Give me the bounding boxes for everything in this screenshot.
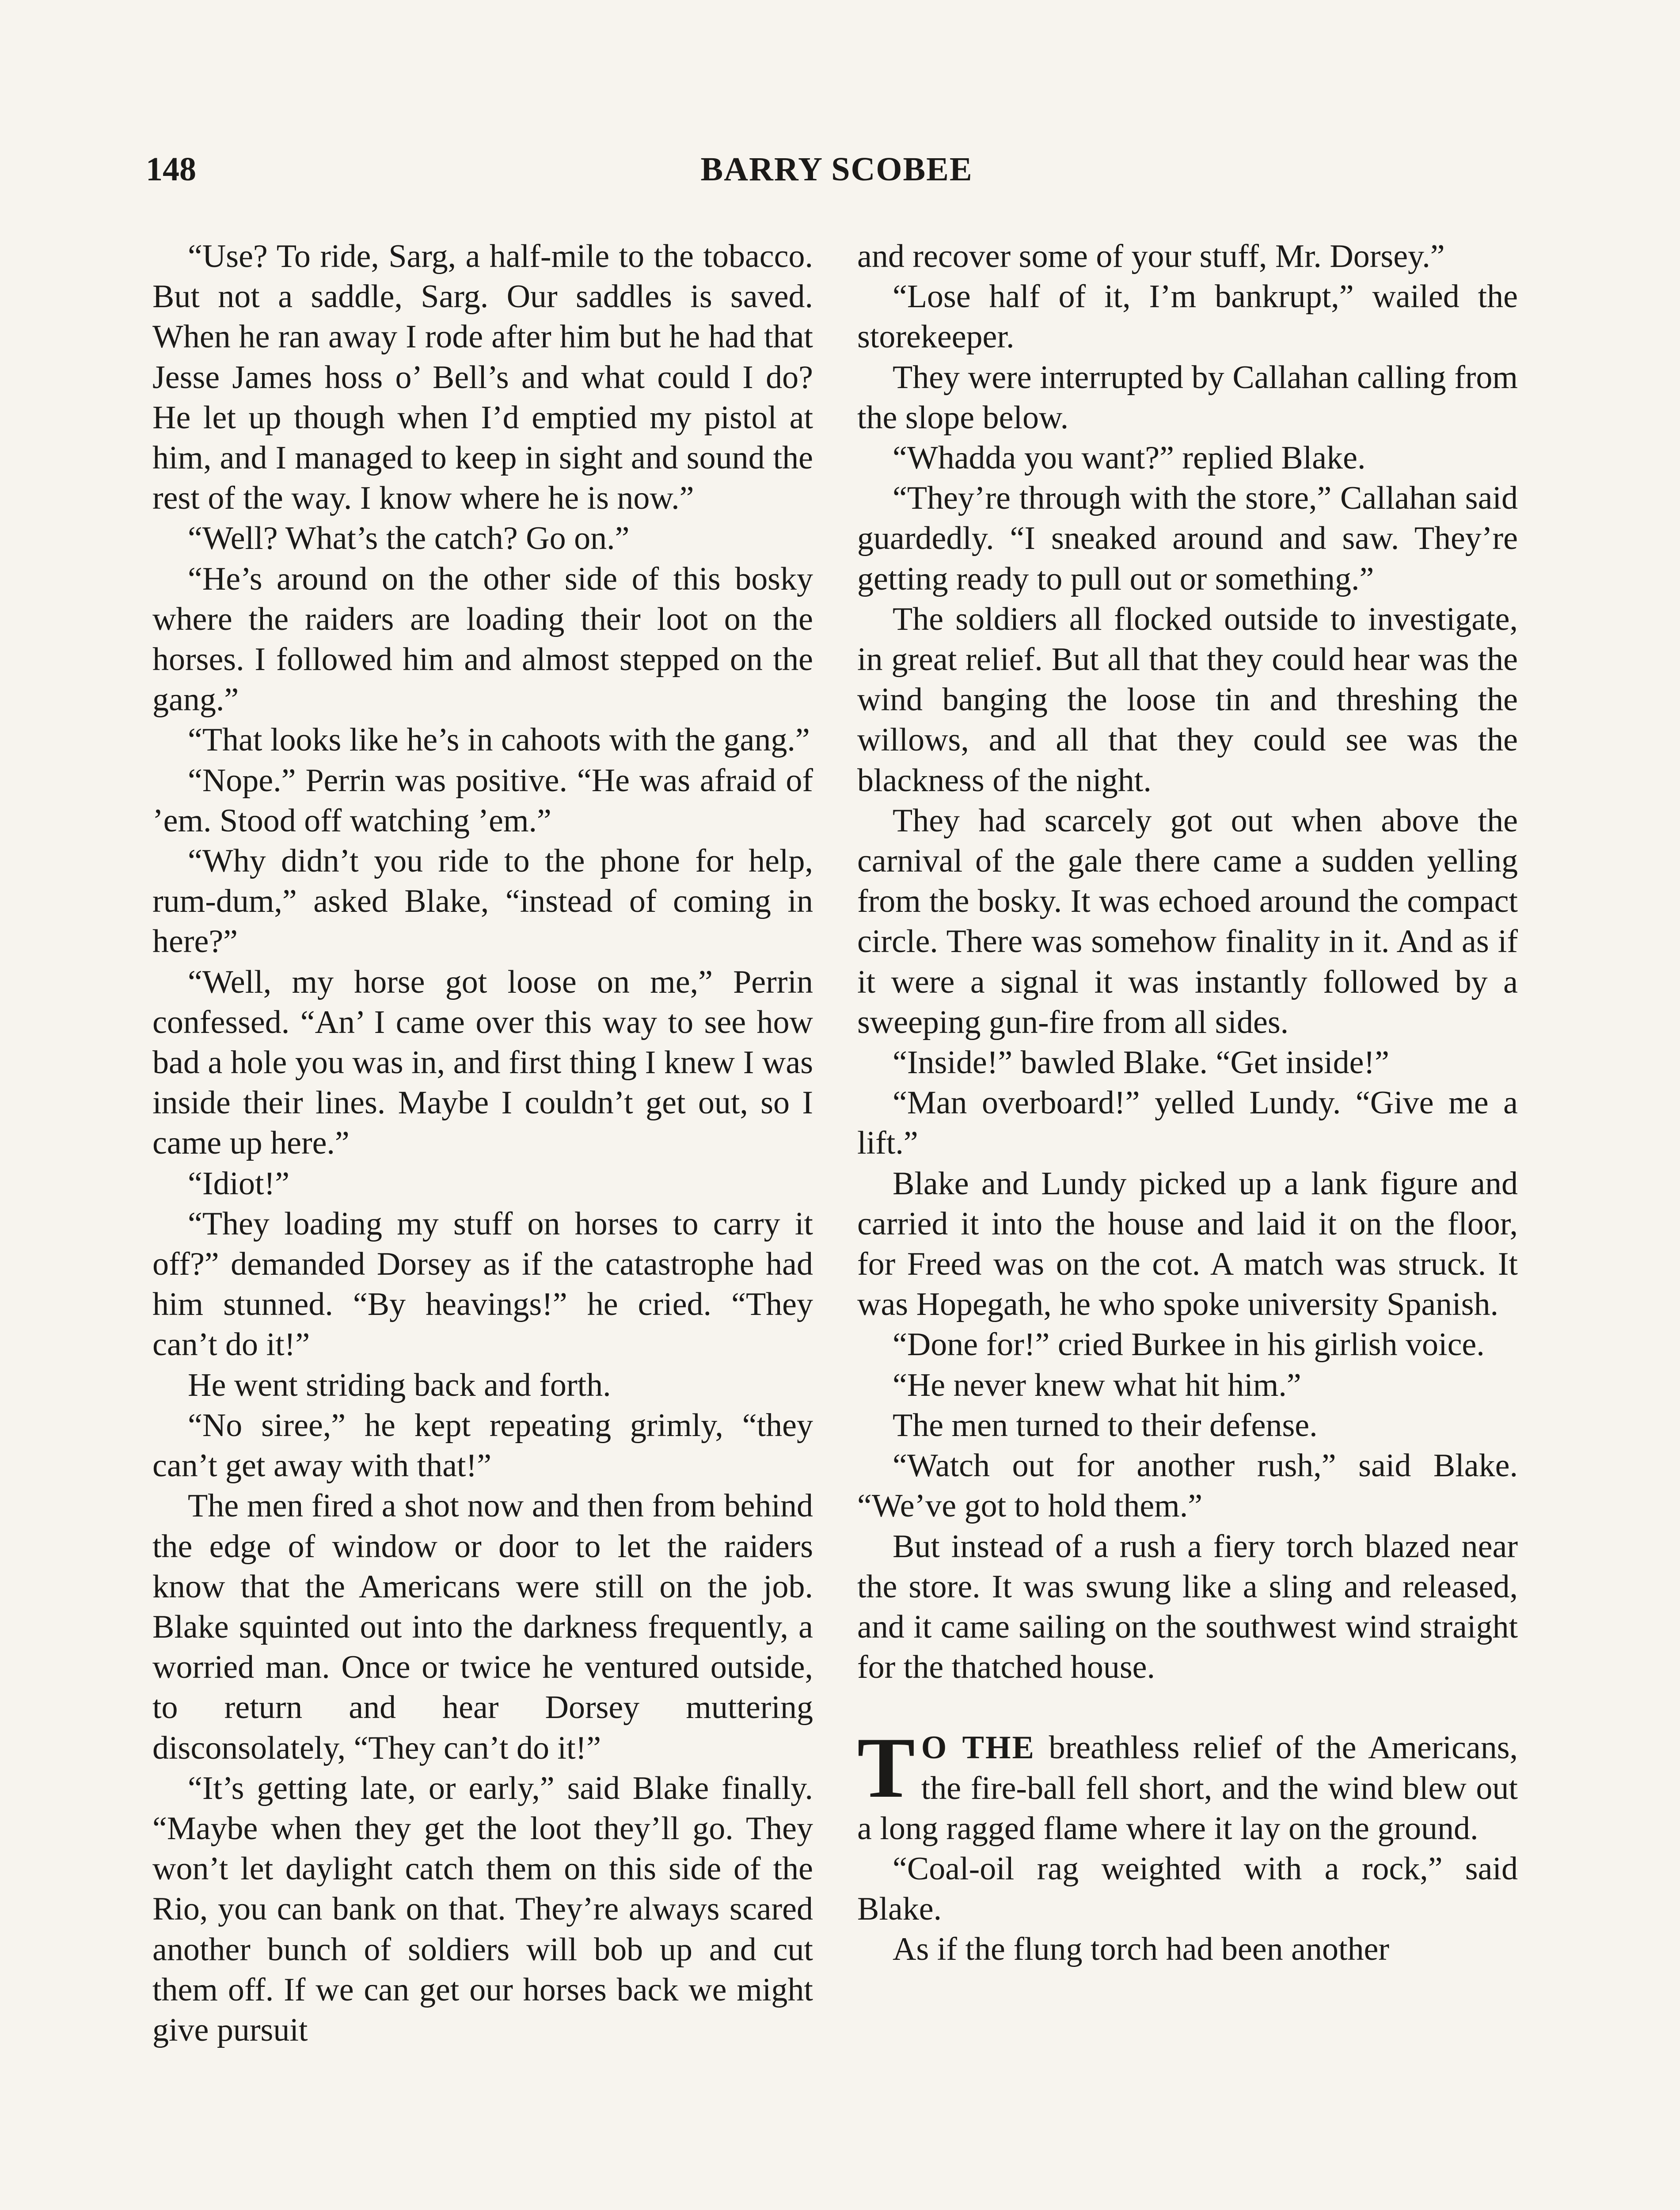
paragraph: “Done for!” cried Burkee in his girlish voice. xyxy=(893,1326,1485,1363)
paragraph: “It’s getting late, or early,” said Blake finally. “Maybe when they get the loot they’ll go. They won’t let daylight catch them on this side of the Rio, you can bank on that. They’re always scared another bunch of soldiers will bob up and cut them off. If we can get our horses back we might give pursuit xyxy=(152,1770,813,2048)
paragraph: “Well? What’s the catch? Go on.” xyxy=(188,520,630,557)
paragraph: “They loading my stuff on horses to carry it off?” demanded Dorsey as if the catastrophe had him stunned. “By heavings!” he cried. “They can’t do it!” xyxy=(152,1205,813,1363)
paragraph: “Man overboard!” yelled Lundy. “Give me a lift.” xyxy=(857,1085,1518,1162)
running-head: BARRY SCOBEE xyxy=(700,151,973,188)
paragraph: Blake and Lundy picked up a lank figure and carried it into the house and laid it on the floor, for Freed was on the cot. A match was struck. It was Hopegath, he who spoke university Spanish. xyxy=(857,1165,1518,1323)
paragraph: “Why didn’t you ride to the phone for help, rum-dum,” asked Blake, “instead of coming in here?” xyxy=(152,843,813,960)
paragraph: “They’re through with the store,” Callahan said guardedly. “I sneaked around and saw. They’re getting ready to pull out or something.” xyxy=(857,480,1518,597)
paragraph: As if the flung torch had been another xyxy=(893,1931,1390,1968)
paragraph: “He never knew what hit him.” xyxy=(893,1367,1301,1403)
page-number: 148 xyxy=(146,151,196,188)
paragraph: The soldiers all flocked outside to investigate, in great relief. But all that they could hear was the wind banging the loose tin and threshing the willows, and all that they could see was the blackness of the night. xyxy=(857,601,1518,799)
left-column xyxy=(152,236,813,2050)
paragraph: He went striding back and forth. xyxy=(188,1367,611,1403)
lead-in-caps: O THE xyxy=(921,1730,1035,1766)
paragraph: They were interrupted by Callahan calling from the slope below. xyxy=(857,359,1518,436)
paragraph: “Use? To ride, Sarg, a half-mile to the tobacco. But not a saddle, Sarg. Our saddles is saved. When he ran away I rode after him but he had that Jesse James hoss o’ Bell’s and what could I do? He let up though when I’d emptied my pistol at him, and I managed to keep in sight and sound the rest of the way. I know where he is now.” xyxy=(152,238,813,517)
paragraph: “Inside!” bawled Blake. “Get inside!” xyxy=(893,1044,1389,1081)
paragraph: “Well, my horse got loose on me,” Perrin confessed. “An’ I came over this way to see how bad a hole you was in, and first thing I knew I was inside their lines. Maybe I couldn’t get out, so I came up here.” xyxy=(152,964,813,1162)
paragraph: “No siree,” he kept repeating grimly, “they can’t get away with that!” xyxy=(152,1407,813,1484)
paragraph: “Watch out for another rush,” said Blake. “We’ve got to hold them.” xyxy=(857,1448,1518,1524)
paragraph: “Idiot!” xyxy=(188,1165,290,1202)
paragraph: “Whadda you want?” replied Blake. xyxy=(893,440,1366,476)
paragraph: “Nope.” Perrin was positive. “He was afraid of ’em. Stood off watching ’em.” xyxy=(152,762,813,839)
continued-paragraph: and recover some of your stuff, Mr. Dorsey.” xyxy=(857,238,1445,274)
paragraph: “That looks like he’s in cahoots with the gang.” xyxy=(188,722,810,758)
paragraph: The men turned to their defense. xyxy=(893,1407,1318,1444)
paragraph: “Coal-oil rag weighted with a rock,” said Blake. xyxy=(857,1850,1518,1928)
opening-text: breathless relief of the Americans, the fire-ball fell short, and the wind blew out a long ragged flame where it lay on the ground. xyxy=(857,1730,1518,1847)
paragraph: But instead of a rush a fiery torch blazed near the store. It was swung like a sling and released, and it came sailing on the southwest wind straight for the thatched house. xyxy=(857,1528,1518,1686)
page-header xyxy=(146,150,1528,203)
paragraph: They had scarcely got out when above the carnival of the gale there came a sudden yelling from the bosky. It was echoed around the compact circle. There was somehow finality in it. And as if it were a signal it was instantly followed by a sweeping gun-fire from all sides. xyxy=(857,802,1518,1040)
right-column xyxy=(857,236,1518,1970)
paragraph: “He’s around on the other side of this bosky where the raiders are loading their loot on the horses. I followed him and almost stepped on the gang.” xyxy=(152,560,813,718)
drop-cap: T xyxy=(857,1720,915,1816)
paragraph: The men fired a shot now and then from behind the edge of window or door to let the raiders know that the Americans were still on the job. Blake squinted out into the darkness frequently, a worried man. Once or twice he ventured outside, to return and hear Dorsey muttering disconsolately, “They can’t do it!” xyxy=(152,1488,813,1766)
paragraph: “Lose half of it, I’m bankrupt,” wailed the storekeeper. xyxy=(857,278,1518,355)
section-break xyxy=(857,1688,1518,1728)
section-opening-paragraph xyxy=(857,1720,1518,1849)
